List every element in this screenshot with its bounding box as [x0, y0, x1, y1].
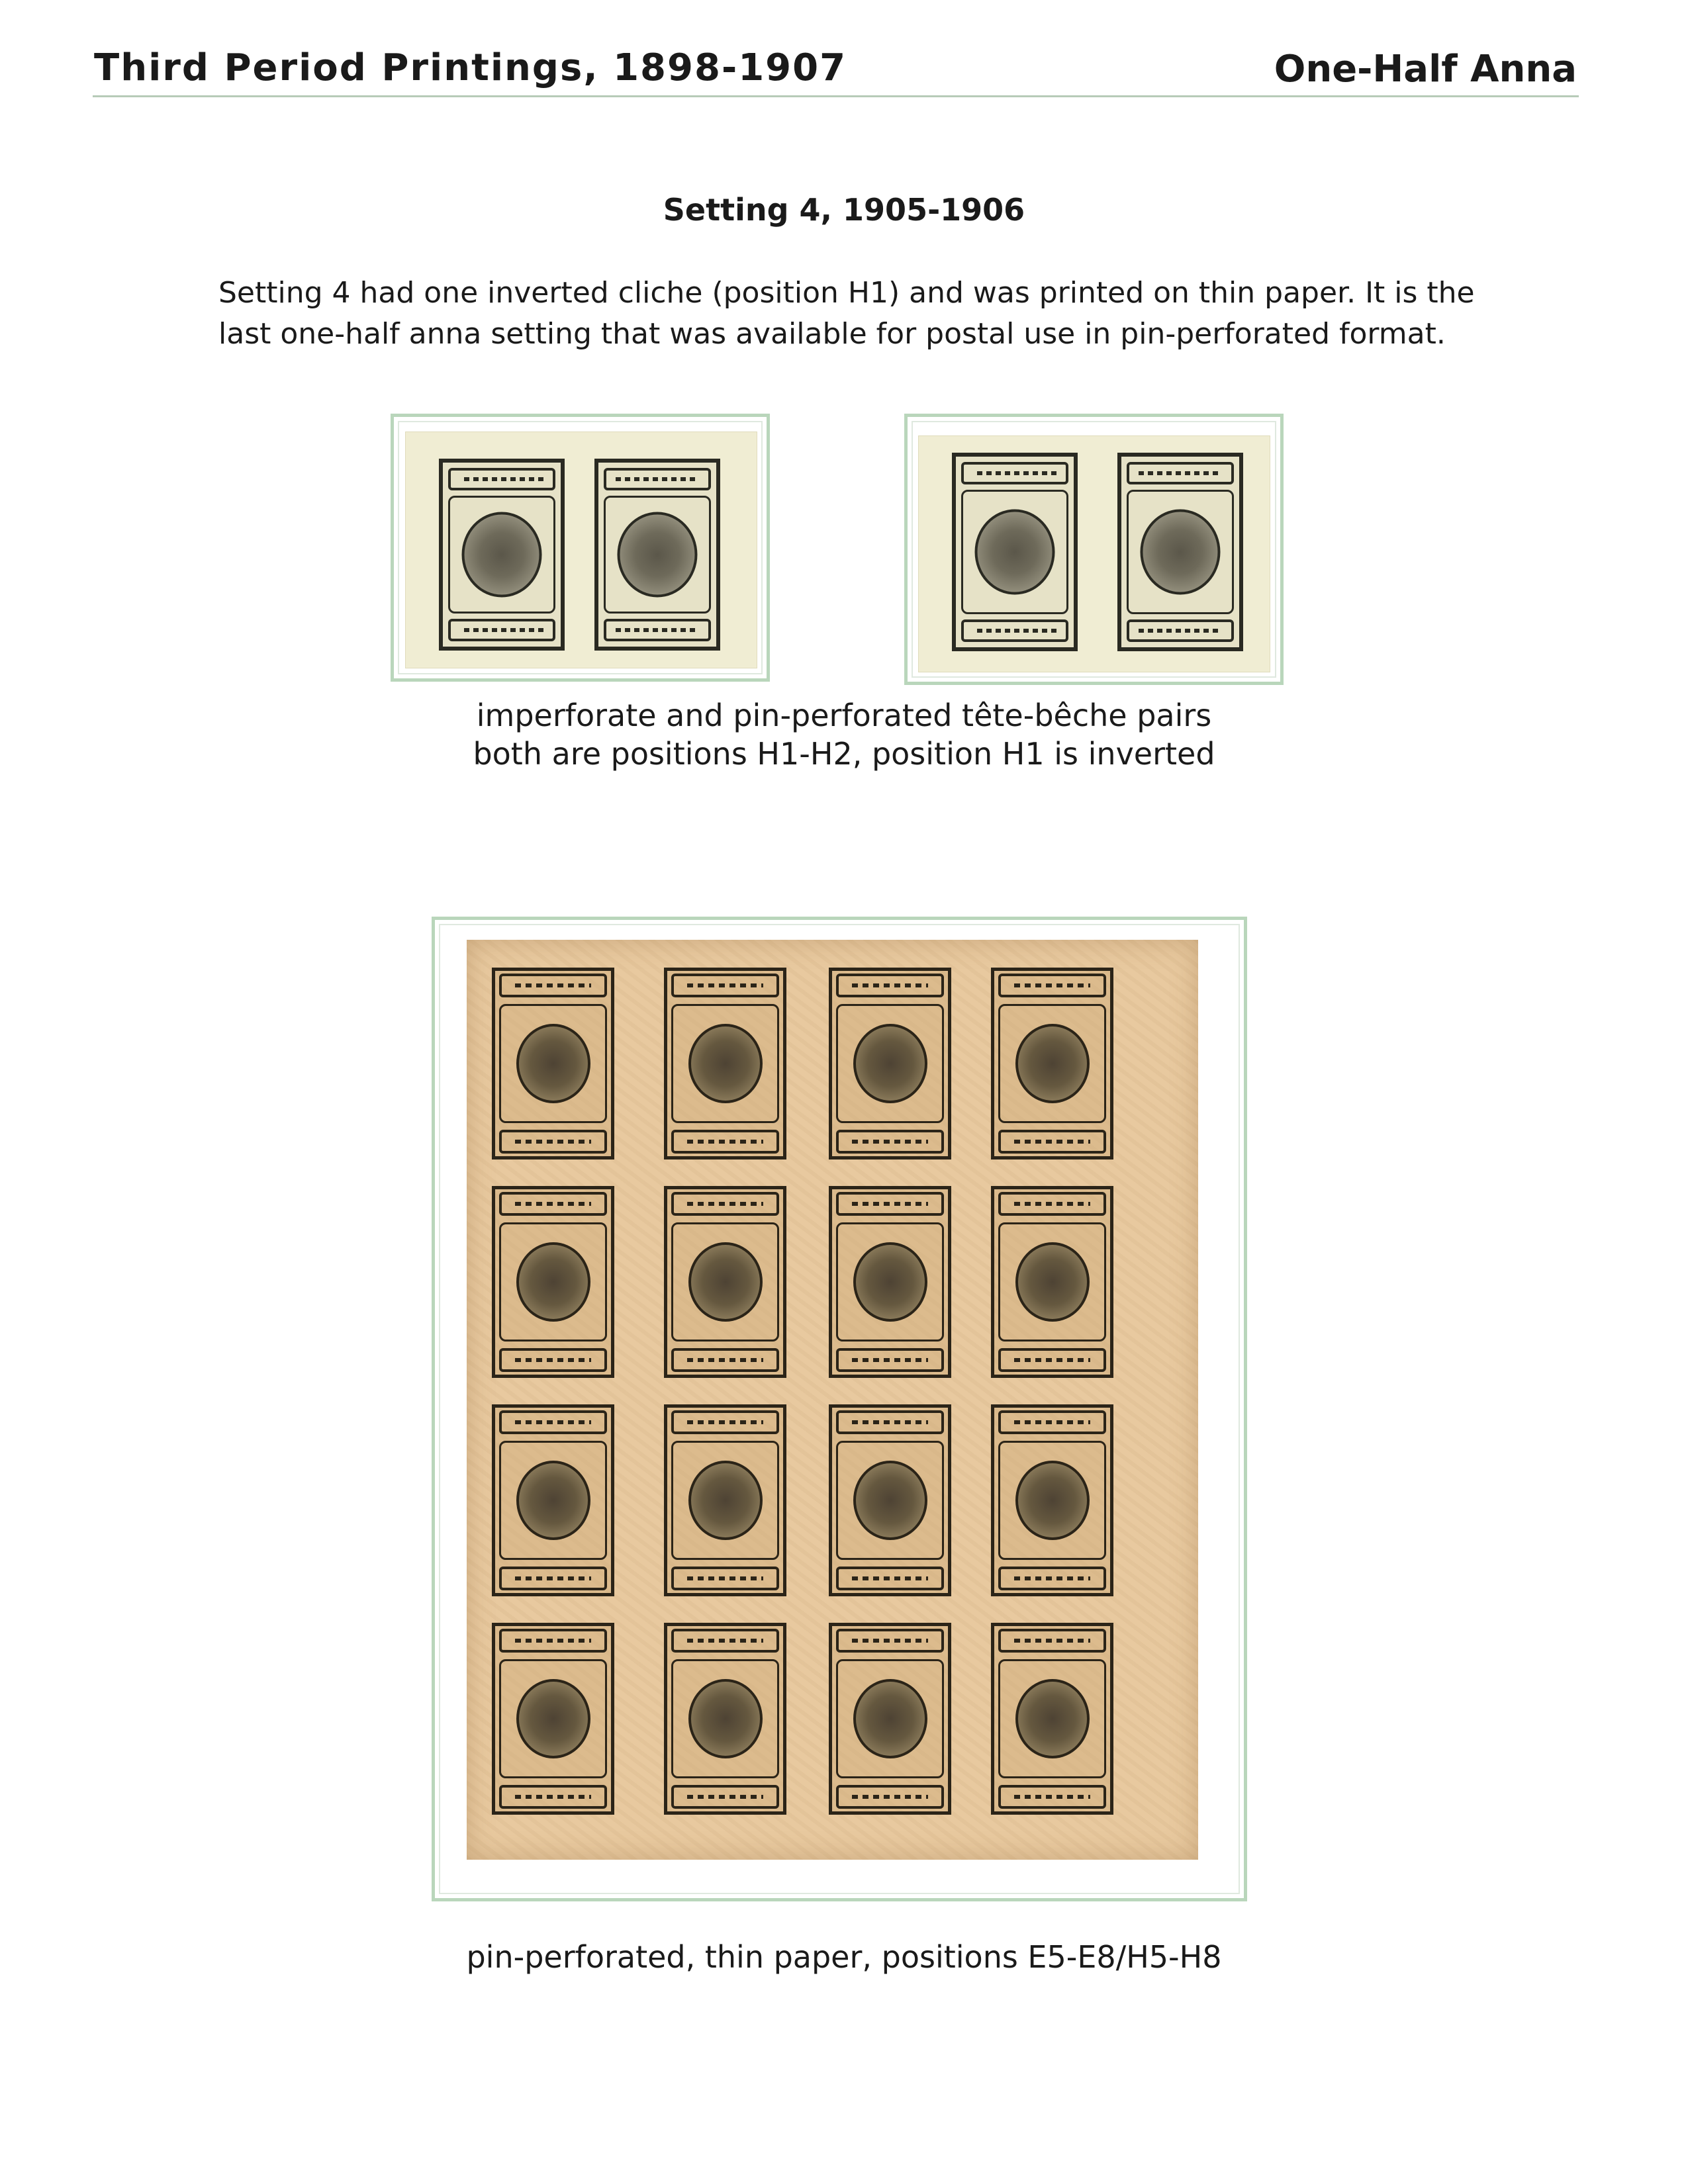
pairs-caption-line-2: both are positions H1-H2, position H1 is inverted	[473, 736, 1215, 772]
pair-paper-pin-perforated	[918, 435, 1270, 672]
stamp-upright-h2	[594, 459, 720, 651]
stamp-inverted-h1	[439, 459, 565, 651]
block-stamp	[991, 968, 1113, 1160]
block-stamp	[664, 1186, 786, 1378]
block-stamp	[991, 1404, 1113, 1596]
block-stamp	[664, 1623, 786, 1815]
block-stamp	[829, 1186, 951, 1378]
block-stamp	[492, 968, 614, 1160]
block-stamp	[829, 968, 951, 1160]
intro-line-2: last one-half anna setting that was available for postal use in pin-perforated format.	[218, 317, 1446, 351]
intro-line-1: Setting 4 had one inverted cliche (position H1) and was printed on thin paper. It is the	[218, 276, 1475, 310]
pair-frame-pin-perforated	[904, 414, 1284, 685]
stamp-upright-h2	[1117, 453, 1243, 651]
block-caption: pin-perforated, thin paper, positions E5-E8/H5-H8	[466, 1939, 1222, 1975]
pair-frame-imperforate	[391, 414, 770, 682]
block-stamp	[829, 1404, 951, 1596]
header-divider	[93, 95, 1579, 97]
header-title-left: Third Period Printings, 1898-1907	[94, 46, 847, 89]
intro-paragraph	[218, 273, 1476, 355]
block-of-sixteen	[467, 940, 1198, 1860]
block-stamp	[664, 1404, 786, 1596]
header-title-right: One-Half Anna	[1274, 48, 1577, 91]
pairs-caption-line-1: imperforate and pin-perforated tête-bêche pairs	[476, 698, 1212, 733]
stamp-inverted-h1	[952, 453, 1078, 651]
block-stamp	[829, 1623, 951, 1815]
pair-paper-imperforate	[405, 432, 757, 668]
block-stamp	[664, 968, 786, 1160]
pairs-caption	[0, 696, 1688, 773]
block-stamp	[991, 1186, 1113, 1378]
block-stamp	[492, 1404, 614, 1596]
block-stamp	[991, 1623, 1113, 1815]
block-stamp	[492, 1186, 614, 1378]
block-stamp	[492, 1623, 614, 1815]
section-title: Setting 4, 1905-1906	[663, 192, 1025, 228]
